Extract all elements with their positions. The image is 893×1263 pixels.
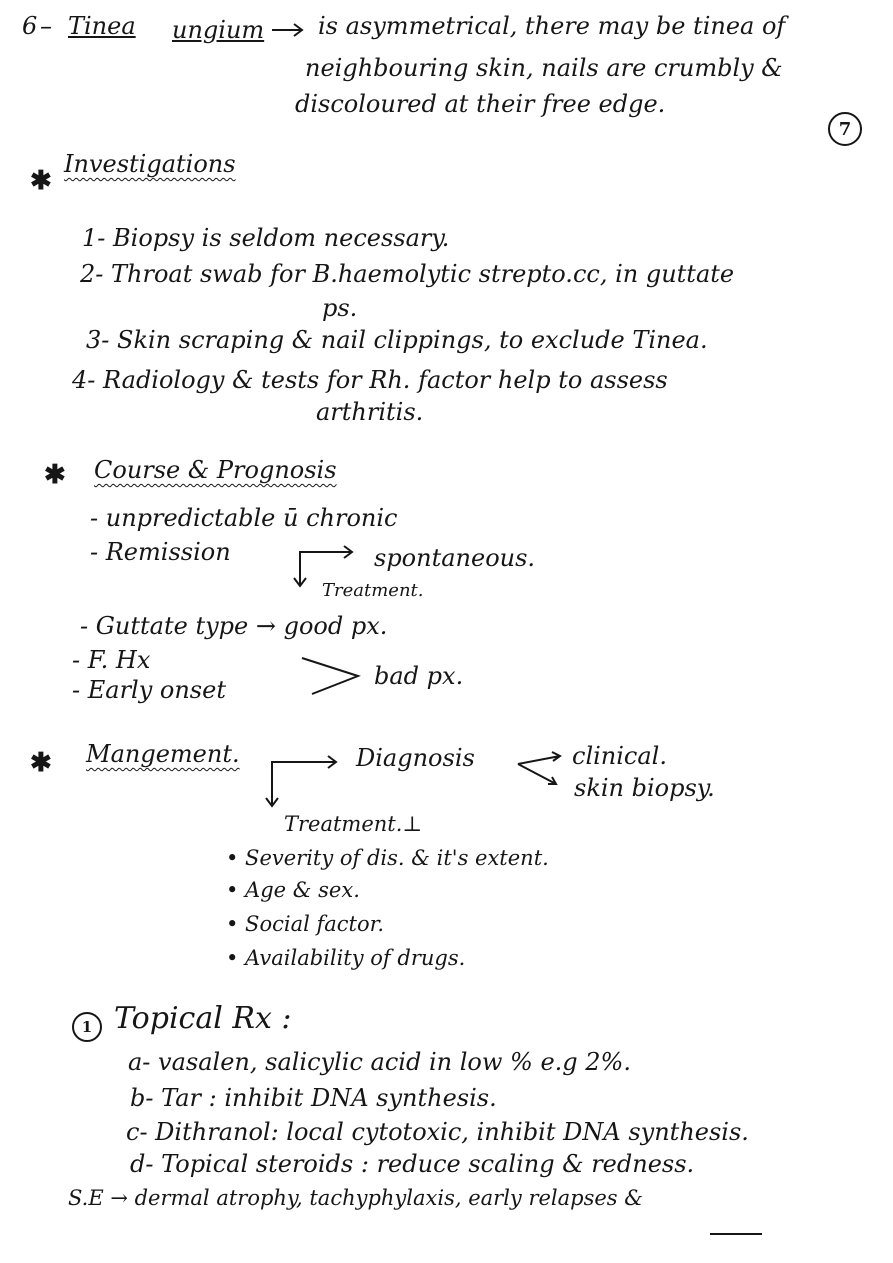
arrow-icon	[518, 764, 556, 784]
course-early-onset: - Early onset	[72, 676, 226, 704]
topical-item-c: c- Dithranol: local cytotoxic, inhibit DNA synthesis.	[126, 1118, 749, 1146]
course-line-1: - unpredictable ū chronic	[90, 504, 398, 532]
management-treatment: Treatment.⊥	[284, 812, 423, 836]
asterisk-icon: ✱	[30, 748, 52, 778]
management-clinical: clinical.	[572, 742, 667, 770]
management-skin-biopsy: skin biopsy.	[574, 774, 715, 802]
management-factor-1: • Severity of dis. & it's extent.	[226, 846, 549, 870]
topical-item-d: d- Topical steroids : reduce scaling & redness.	[130, 1150, 695, 1178]
management-factor-4: • Availability of drugs.	[226, 946, 466, 970]
topical-item-b: b- Tar : inhibit DNA synthesis.	[130, 1084, 497, 1112]
management-heading: Mangement.	[86, 740, 240, 768]
investigation-item-1: 1- Biopsy is seldom necessary.	[82, 224, 450, 252]
investigation-item-2-cont: ps.	[322, 294, 358, 322]
investigation-item-3: 3- Skin scraping & nail clippings, to exclude Tinea.	[86, 326, 708, 354]
tinea-line-2: neighbouring skin, nails are crumbly &	[305, 54, 783, 82]
asterisk-icon: ✱	[30, 166, 52, 196]
course-fhx: - F. Hx	[72, 646, 151, 674]
asterisk-icon: ✱	[44, 460, 66, 490]
arrow-icon	[272, 756, 336, 776]
arrow-icon	[272, 24, 302, 36]
tinea-line-3: discoloured at their free edge.	[295, 90, 666, 118]
arrow-icon	[294, 560, 306, 586]
course-treatment: Treatment.	[322, 580, 424, 601]
topical-heading: Topical Rx :	[114, 1001, 292, 1036]
investigation-item-2: 2- Throat swab for B.haemolytic strepto.cc, in guttate	[80, 260, 735, 288]
tinea-number: 6	[22, 12, 38, 40]
course-guttate: - Guttate type → good px.	[80, 612, 388, 640]
course-heading: Course & Prognosis	[94, 456, 337, 484]
course-remission: - Remission	[90, 538, 231, 566]
arrow-icon	[266, 776, 278, 806]
arrow-icon	[302, 658, 358, 694]
management-diagnosis: Diagnosis	[356, 744, 475, 772]
tinea-title-word1: Tinea	[68, 12, 136, 40]
investigation-item-4: 4- Radiology & tests for Rh. factor help to assess	[72, 366, 668, 394]
tinea-line-1: is asymmetrical, there may be tinea of	[318, 12, 786, 40]
arrow-icon	[300, 546, 352, 560]
topical-item-a: a- vasalen, salicylic acid in low % e.g 2%.	[128, 1048, 631, 1076]
tinea-title-word2: ungium	[172, 16, 265, 44]
course-bad-px: bad px.	[374, 662, 464, 690]
page-number: 7	[838, 118, 852, 140]
course-spontaneous: spontaneous.	[374, 544, 536, 572]
arrow-icon	[518, 752, 560, 764]
investigations-heading: Investigations	[64, 150, 236, 178]
topical-number: 1	[81, 1018, 93, 1036]
topical-side-effects: S.E → dermal atrophy, tachyphylaxis, early relapses &	[68, 1186, 643, 1210]
investigation-item-4-cont: arthritis.	[316, 398, 424, 426]
management-factor-3: • Social factor.	[226, 912, 385, 936]
management-factor-2: • Age & sex.	[226, 878, 360, 902]
dash-mark: –	[40, 12, 52, 40]
